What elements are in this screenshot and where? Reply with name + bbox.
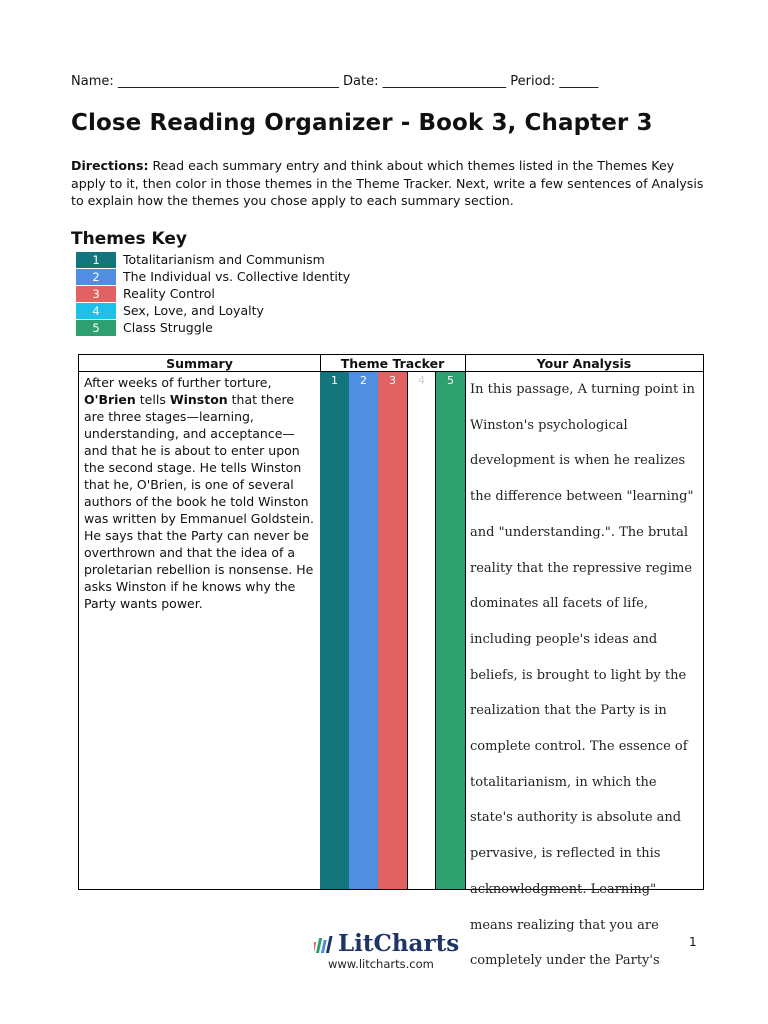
theme-label: The Individual vs. Collective Identity (123, 269, 351, 284)
date-label: Date: (343, 74, 379, 89)
theme-swatch: 5 (76, 320, 116, 336)
analysis-cell[interactable]: In this passage, A turning point in Winston's psychological development is when he realizes the difference between "learning" and "understanding.". The brutal reality that the repressive regime dominates all facets of life, including people's ideas and beliefs, is brought to light by the realization that the Party is in complete control. The essence of totalitarianism, in which the state's authority is absolute and pervasive, is reflected in this acknowledgment. Learning" means realizing that you are completely under the Party's (470, 382, 695, 969)
litcharts-logo (314, 930, 459, 957)
period-label: Period: (510, 74, 556, 89)
theme-key-item (76, 319, 213, 336)
directions (71, 157, 711, 210)
theme-swatch: 1 (76, 252, 116, 268)
footer-url[interactable]: www.litcharts.com (328, 957, 434, 971)
theme-swatch: 3 (76, 286, 116, 302)
date-blank[interactable]: ___________________ (382, 74, 507, 89)
character-winston: Winston (169, 392, 228, 407)
name-blank[interactable]: __________________________________ (117, 74, 339, 89)
name-label: Name: (71, 74, 114, 89)
theme-key-item (76, 285, 215, 302)
directions-text: Read each summary entry and think about which themes listed in the Themes Key apply to it, then color in those themes in the Theme Tracker. Next, write a few sentences of Analysis to explain how the themes you chose apply to each summary section. (71, 158, 704, 208)
themes-key-title: Themes Key (71, 229, 187, 249)
column-divider (465, 355, 466, 889)
theme-key-item (76, 302, 264, 319)
logo-text: LitCharts (338, 930, 460, 957)
theme-swatch: 2 (76, 269, 116, 285)
theme-label: Totalitarianism and Communism (123, 252, 325, 267)
period-blank[interactable]: ______ (559, 74, 599, 89)
theme-label: Sex, Love, and Loyalty (123, 303, 264, 318)
litcharts-bars-icon (314, 934, 334, 954)
summary-text: that there are three stages—learning, understanding, and acceptance—and that he is about to enter upon the second stage. He tells Winston that he, O'Brien, is one of several authors of the book he told Winston was written by Emmanuel Goldstein. He says that the Party can never be overthrown and that the idea of a proletarian rebellion is nonsense. He asks Winston if he knows why the Party wants power. (84, 392, 315, 611)
header-fields (71, 74, 598, 89)
character-obrien: O'Brien (84, 392, 136, 407)
tracker-theme-3[interactable]: 3 (378, 372, 407, 889)
summary-text: tells (135, 392, 170, 407)
summary-text: After weeks of further torture, (84, 375, 272, 390)
theme-swatch: 4 (76, 303, 116, 319)
analysis-header: Your Analysis (465, 355, 703, 372)
tracker-theme-2[interactable]: 2 (349, 372, 378, 889)
theme-label: Class Struggle (123, 320, 213, 335)
theme-tracker-header: Theme Tracker (320, 355, 465, 372)
tracker-theme-5[interactable]: 5 (436, 372, 465, 889)
page-title: Close Reading Organizer - Book 3, Chapter 3 (71, 110, 653, 136)
theme-key-item (76, 251, 325, 268)
summary-cell (84, 374, 316, 612)
directions-label: Directions: (71, 158, 149, 173)
summary-header: Summary (79, 355, 320, 372)
page-number: 1 (689, 935, 697, 949)
tracker-theme-1[interactable]: 1 (320, 372, 349, 889)
theme-key-item (76, 268, 350, 285)
tracker-theme-4[interactable]: 4 (407, 372, 436, 889)
theme-label: Reality Control (123, 286, 215, 301)
